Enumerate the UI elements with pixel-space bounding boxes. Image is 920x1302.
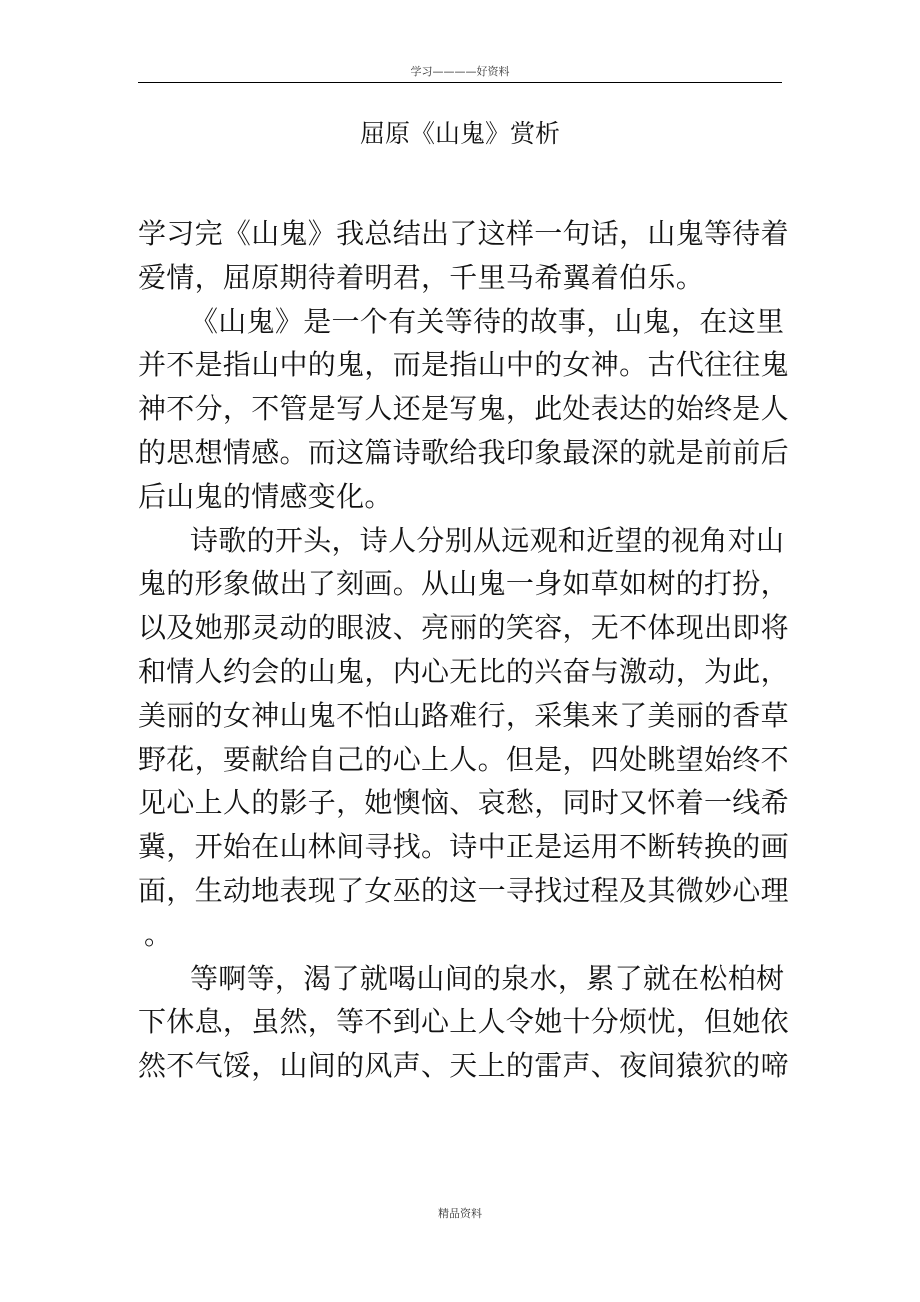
text-line: 等啊等，渴了就喝山间的泉水，累了就在松柏树 [190, 961, 785, 995]
text-line: 和情人约会的山鬼，内心无比的兴奋与激动，为此， [138, 654, 789, 688]
page-footer: 精品资料 [438, 1207, 482, 1220]
text-line: 爱情，屈原期待着明君，千里马希翼着伯乐。 [138, 260, 705, 294]
text-line: 见心上人的影子，她懊恼、哀愁，同时又怀着一线希 [138, 786, 789, 820]
page-header: 学习————好资料 [138, 62, 782, 83]
text-line: 面，生动地表现了女巫的这一寻找过程及其微妙心理 [138, 873, 789, 907]
text-line: 。 [144, 917, 173, 951]
text-line: 神不分，不管是写人还是写鬼，此处表达的始终是人 [138, 392, 789, 426]
text-line: 以及她那灵动的眼波、亮丽的笑容，无不体现出即将 [138, 611, 789, 645]
text-line: 《山鬼》是一个有关等待的故事，山鬼，在这里 [190, 304, 785, 338]
text-line: 冀，开始在山林间寻找。诗中正是运用不断转换的画 [138, 830, 789, 864]
text-line: 下休息，虽然，等不到心上人令她十分烦忧，但她依 [138, 1005, 789, 1039]
text-line: 然不气馁，山间的风声、天上的雷声、夜间猿狖的啼 [138, 1049, 789, 1083]
text-line: 诗歌的开头，诗人分别从远观和近望的视角对山 [190, 523, 785, 557]
text-line: 并不是指山中的鬼，而是指山中的女神。古代往往鬼 [138, 348, 789, 382]
text-line: 的思想情感。而这篇诗歌给我印象最深的就是前前后 [138, 435, 789, 469]
document-title: 屈原《山鬼》赏析 [359, 119, 560, 148]
text-line: 鬼的形象做出了刻画。从山鬼一身如草如树的打扮， [138, 567, 789, 601]
text-line: 野花，要献给自己的心上人。但是，四处眺望始终不 [138, 742, 789, 776]
text-line: 学习完《山鬼》我总结出了这样一句话，山鬼等待着 [138, 217, 789, 250]
text-line: 后山鬼的情感变化。 [138, 479, 393, 513]
article-body [138, 212, 789, 1088]
text-line: 美丽的女神山鬼不怕山路难行，采集来了美丽的香草 [138, 698, 789, 732]
